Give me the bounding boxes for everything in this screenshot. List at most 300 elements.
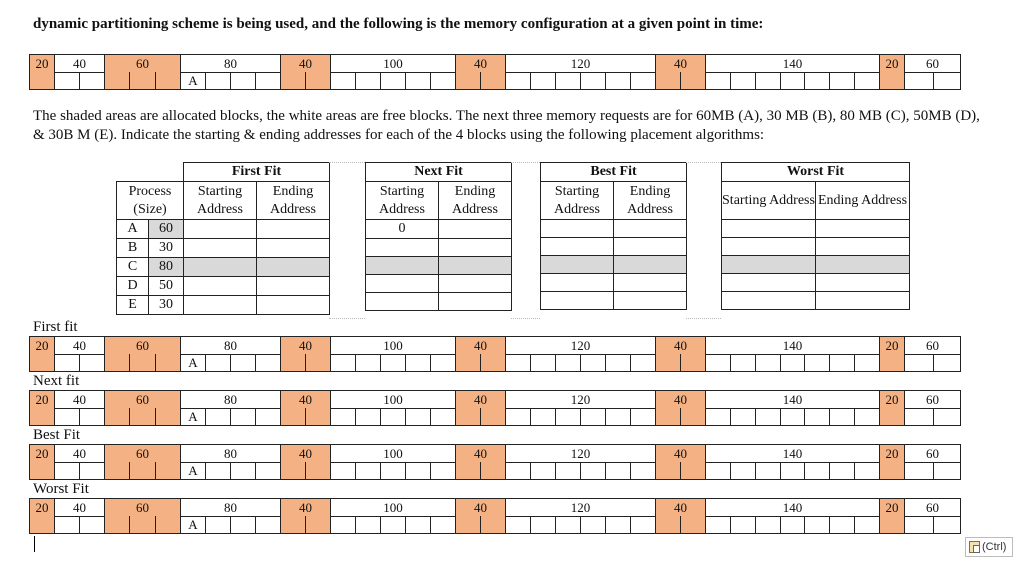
allocated-block: 40	[280, 391, 330, 408]
memory-unit-cell	[655, 72, 680, 89]
memory-unit-cell	[580, 72, 605, 89]
allocated-block: 60	[104, 337, 180, 354]
memory-unit-cell	[530, 72, 555, 89]
memory-unit-cell	[405, 408, 430, 425]
process-marker: A	[180, 354, 205, 371]
table-gridline	[329, 162, 365, 163]
best-fit-table	[540, 162, 687, 310]
memory-unit-cell	[155, 408, 180, 425]
memory-unit-cell	[680, 72, 705, 89]
memory-unit-cell	[54, 354, 79, 371]
best-fit-title: Best Fit	[541, 163, 687, 182]
free-block: 100	[330, 337, 455, 354]
memory-unit-cell	[854, 354, 879, 371]
memory-unit-cell	[455, 462, 480, 479]
memory-unit-cell	[780, 354, 805, 371]
memory-unit-cell	[605, 516, 630, 533]
memory-unit-cell	[29, 408, 54, 425]
memory-unit-cell	[705, 72, 730, 89]
ending-address-cell[interactable]	[439, 239, 512, 257]
memory-unit-cell	[555, 72, 580, 89]
memory-unit-cell	[555, 408, 580, 425]
memory-unit-cell	[505, 72, 530, 89]
memory-unit-cell	[305, 72, 330, 89]
memory-unit-cell	[79, 462, 104, 479]
starting-address-cell[interactable]	[366, 275, 439, 293]
memory-unit-cell	[730, 354, 755, 371]
free-block: 40	[54, 445, 104, 462]
ending-address-cell[interactable]	[257, 258, 330, 277]
memory-unit-cell	[904, 516, 933, 533]
allocated-block: 20	[879, 499, 904, 516]
memory-unit-cell	[730, 72, 755, 89]
memory-unit-cell	[530, 462, 555, 479]
memory-unit-cell	[580, 462, 605, 479]
memory-unit-cell	[330, 462, 355, 479]
ending-address-header: Ending Address	[816, 182, 910, 220]
memory-unit-cell	[305, 516, 330, 533]
memory-unit-cell	[655, 408, 680, 425]
starting-address-header: Starting Address	[366, 182, 439, 220]
worst-fit-title: Worst Fit	[722, 163, 910, 182]
ending-address-cell[interactable]	[816, 292, 910, 310]
memory-unit-cell	[280, 354, 305, 371]
ending-address-cell[interactable]	[816, 274, 910, 292]
starting-address-cell[interactable]	[184, 258, 257, 277]
free-block: 80	[180, 445, 280, 462]
starting-address-cell[interactable]	[184, 239, 257, 258]
allocated-block: 40	[280, 337, 330, 354]
process-size-header: Process (Size)	[117, 182, 184, 220]
memory-unit-cell	[904, 72, 933, 89]
ending-address-cell[interactable]	[257, 220, 330, 239]
memory-unit-cell	[330, 354, 355, 371]
memory-unit-cell	[155, 462, 180, 479]
memory-unit-cell	[829, 354, 854, 371]
starting-address-cell[interactable]	[541, 274, 614, 292]
memory-unit-cell	[455, 408, 480, 425]
allocated-block: 60	[104, 391, 180, 408]
memory-unit-cell	[255, 354, 280, 371]
memory-unit-cell	[730, 408, 755, 425]
allocated-block: 40	[655, 445, 705, 462]
allocated-block: 40	[280, 55, 330, 72]
memory-unit-cell	[104, 462, 129, 479]
free-block: 100	[330, 499, 455, 516]
memory-unit-cell	[755, 72, 780, 89]
memory-unit-cell	[129, 408, 154, 425]
memory-unit-cell	[854, 516, 879, 533]
memory-unit-cell	[29, 354, 54, 371]
memory-unit-cell	[605, 354, 630, 371]
allocated-block: 20	[29, 499, 54, 516]
memory-segment-row	[29, 336, 961, 355]
memory-segment-row	[29, 444, 961, 463]
memory-unit-cell	[530, 354, 555, 371]
first-fit-memory-strip	[29, 336, 961, 372]
process-name: E	[117, 296, 149, 315]
ending-address-cell[interactable]	[614, 256, 687, 274]
memory-unit-cell	[280, 408, 305, 425]
allocated-block: 40	[455, 445, 505, 462]
memory-unit-cell	[380, 72, 405, 89]
memory-unit-cell	[804, 408, 829, 425]
free-block: 80	[180, 55, 280, 72]
table-gridline	[686, 318, 721, 319]
memory-unit-cell	[430, 354, 455, 371]
starting-address-cell[interactable]	[366, 293, 439, 311]
free-block: 60	[904, 337, 961, 354]
paste-options-button[interactable]	[965, 537, 1013, 557]
memory-unit-cell	[255, 72, 280, 89]
starting-address-cell[interactable]	[722, 220, 816, 238]
free-block: 120	[505, 337, 655, 354]
memory-unit-cell	[904, 408, 933, 425]
allocated-block: 40	[655, 391, 705, 408]
memory-unit-cell	[755, 516, 780, 533]
starting-address-cell[interactable]	[722, 292, 816, 310]
ending-address-cell[interactable]	[439, 220, 512, 239]
free-block: 60	[904, 55, 961, 72]
process-size: 30	[149, 239, 184, 258]
process-marker: A	[180, 408, 205, 425]
memory-unit-cell	[205, 354, 230, 371]
memory-unit-cell	[280, 72, 305, 89]
memory-unit-cell	[480, 516, 505, 533]
process-name: D	[117, 277, 149, 296]
starting-address-cell[interactable]	[722, 238, 816, 256]
starting-address-cell[interactable]	[366, 257, 439, 275]
memory-unit-cell	[530, 408, 555, 425]
next-fit-title: Next Fit	[366, 163, 512, 182]
memory-unit-cell	[780, 408, 805, 425]
memory-unit-cell	[104, 72, 129, 89]
memory-segment-row	[29, 498, 961, 517]
memory-unit-cell	[705, 516, 730, 533]
memory-unit-cell	[630, 354, 655, 371]
allocated-block: 20	[29, 55, 54, 72]
memory-unit-cell	[505, 462, 530, 479]
memory-unit-cell	[505, 516, 530, 533]
memory-segment-row	[29, 54, 961, 73]
memory-unit-cell	[355, 462, 380, 479]
free-block: 100	[330, 55, 455, 72]
free-block: 80	[180, 499, 280, 516]
memory-unit-cell	[480, 354, 505, 371]
free-block: 40	[54, 55, 104, 72]
free-block: 120	[505, 55, 655, 72]
first-fit-title: First Fit	[184, 163, 330, 182]
table-gridline	[329, 318, 365, 319]
memory-unit-cell	[330, 408, 355, 425]
ending-address-header: Ending Address	[257, 182, 330, 220]
memory-unit-cell	[804, 72, 829, 89]
process-size: 80	[149, 258, 184, 277]
process-size: 60	[149, 220, 184, 239]
best-fit-memory-strip	[29, 444, 961, 480]
starting-address-cell[interactable]	[184, 220, 257, 239]
free-block: 80	[180, 391, 280, 408]
free-block: 100	[330, 391, 455, 408]
memory-unit-cell	[405, 354, 430, 371]
allocated-block: 20	[29, 445, 54, 462]
ending-address-cell[interactable]	[439, 293, 512, 311]
memory-unit-cell	[933, 462, 962, 479]
memory-unit-row	[29, 462, 961, 480]
allocated-block: 40	[455, 391, 505, 408]
memory-unit-cell	[879, 462, 904, 479]
ending-address-cell[interactable]	[614, 274, 687, 292]
problem-description: The shaded areas are allocated blocks, the white areas are free blocks. The next three memory requests are for 60MB (A), 30 MB (B), 80 MB (C), 50MB (D), & 30B M (E). Indicate the starting & ending addresses for each of the 4 blocks using the following placement algorithms:	[33, 108, 980, 143]
starting-address-cell[interactable]	[541, 256, 614, 274]
memory-unit-cell	[155, 72, 180, 89]
memory-unit-cell	[705, 462, 730, 479]
text-cursor	[34, 536, 35, 552]
memory-unit-cell	[380, 408, 405, 425]
memory-unit-cell	[879, 354, 904, 371]
ending-address-cell[interactable]	[614, 238, 687, 256]
free-block: 80	[180, 337, 280, 354]
starting-address-header: Starting Address	[184, 182, 257, 220]
allocated-block: 40	[655, 55, 705, 72]
memory-unit-cell	[804, 354, 829, 371]
memory-unit-cell	[305, 462, 330, 479]
memory-unit-cell	[129, 72, 154, 89]
memory-unit-cell	[280, 462, 305, 479]
memory-unit-cell	[904, 462, 933, 479]
free-block: 40	[54, 337, 104, 354]
starting-address-cell[interactable]	[722, 256, 816, 274]
memory-unit-cell	[29, 516, 54, 533]
memory-unit-cell	[255, 462, 280, 479]
free-block: 120	[505, 499, 655, 516]
free-block: 40	[54, 391, 104, 408]
ending-address-cell[interactable]	[816, 220, 910, 238]
memory-unit-cell	[455, 72, 480, 89]
memory-unit-cell	[54, 516, 79, 533]
memory-unit-cell	[904, 354, 933, 371]
memory-unit-cell	[355, 354, 380, 371]
process-marker: A	[180, 72, 205, 89]
memory-unit-cell	[205, 462, 230, 479]
allocated-block: 40	[280, 499, 330, 516]
memory-unit-cell	[355, 72, 380, 89]
memory-unit-cell	[104, 516, 129, 533]
memory-unit-row	[29, 408, 961, 426]
free-block: 140	[705, 445, 879, 462]
free-block: 60	[904, 445, 961, 462]
memory-unit-cell	[555, 354, 580, 371]
free-block: 140	[705, 391, 879, 408]
memory-unit-cell	[205, 516, 230, 533]
process-name: B	[117, 239, 149, 258]
allocated-block: 20	[879, 337, 904, 354]
memory-unit-cell	[705, 408, 730, 425]
memory-unit-cell	[29, 72, 54, 89]
memory-unit-cell	[829, 408, 854, 425]
memory-unit-cell	[79, 516, 104, 533]
allocated-block: 40	[280, 445, 330, 462]
memory-unit-cell	[380, 516, 405, 533]
starting-address-cell[interactable]	[184, 296, 257, 315]
memory-unit-cell	[330, 516, 355, 533]
memory-unit-cell	[780, 516, 805, 533]
free-block: 100	[330, 445, 455, 462]
memory-unit-cell	[580, 516, 605, 533]
ending-address-cell[interactable]	[816, 256, 910, 274]
memory-unit-cell	[54, 72, 79, 89]
next-fit-label: Next fit	[33, 373, 80, 389]
allocated-block: 20	[29, 391, 54, 408]
memory-unit-cell	[680, 462, 705, 479]
memory-unit-cell	[205, 408, 230, 425]
ending-address-cell[interactable]	[816, 238, 910, 256]
memory-unit-cell	[230, 462, 255, 479]
memory-unit-cell	[655, 462, 680, 479]
free-block: 120	[505, 445, 655, 462]
memory-unit-cell	[630, 72, 655, 89]
free-block: 140	[705, 499, 879, 516]
allocated-block: 40	[655, 337, 705, 354]
free-block: 140	[705, 337, 879, 354]
memory-unit-cell	[530, 516, 555, 533]
worst-fit-memory-strip	[29, 498, 961, 534]
memory-unit-cell	[680, 354, 705, 371]
ending-address-cell[interactable]	[439, 257, 512, 275]
memory-unit-cell	[230, 354, 255, 371]
allocated-block: 40	[655, 499, 705, 516]
memory-unit-cell	[933, 516, 962, 533]
memory-unit-cell	[380, 462, 405, 479]
table-gridline	[511, 318, 540, 319]
memory-unit-cell	[933, 408, 962, 425]
memory-unit-cell	[854, 72, 879, 89]
memory-unit-cell	[355, 516, 380, 533]
process-size: 50	[149, 277, 184, 296]
memory-unit-cell	[430, 72, 455, 89]
memory-unit-cell	[205, 72, 230, 89]
memory-unit-cell	[255, 516, 280, 533]
memory-unit-cell	[680, 408, 705, 425]
free-block: 140	[705, 55, 879, 72]
memory-unit-cell	[879, 72, 904, 89]
next-fit-memory-strip	[29, 390, 961, 426]
memory-unit-cell	[230, 408, 255, 425]
allocated-block: 40	[455, 55, 505, 72]
memory-unit-cell	[730, 516, 755, 533]
memory-unit-cell	[829, 72, 854, 89]
memory-unit-cell	[480, 462, 505, 479]
ending-address-header: Ending Address	[439, 182, 512, 220]
first-fit-label: First fit	[33, 319, 78, 335]
table-gridline	[511, 162, 540, 163]
memory-unit-cell	[829, 516, 854, 533]
ending-address-header: Ending Address	[614, 182, 687, 220]
memory-unit-cell	[380, 354, 405, 371]
allocated-block: 20	[879, 55, 904, 72]
memory-unit-cell	[580, 354, 605, 371]
allocated-block: 60	[104, 55, 180, 72]
process-name: C	[117, 258, 149, 277]
memory-unit-cell	[755, 462, 780, 479]
starting-address-cell[interactable]	[184, 277, 257, 296]
ending-address-cell[interactable]	[614, 220, 687, 238]
starting-address-cell[interactable]: 0	[366, 220, 439, 239]
memory-unit-cell	[480, 408, 505, 425]
memory-unit-cell	[79, 354, 104, 371]
memory-unit-cell	[555, 462, 580, 479]
best-fit-label: Best Fit	[33, 427, 81, 443]
memory-unit-cell	[104, 354, 129, 371]
memory-unit-cell	[933, 72, 962, 89]
starting-address-cell[interactable]	[722, 274, 816, 292]
memory-unit-cell	[854, 462, 879, 479]
table-gridline	[686, 162, 721, 163]
memory-segment-row	[29, 390, 961, 409]
allocated-block: 40	[455, 337, 505, 354]
starting-address-cell[interactable]	[541, 220, 614, 238]
memory-unit-cell	[155, 354, 180, 371]
allocated-block: 20	[29, 337, 54, 354]
memory-unit-cell	[755, 408, 780, 425]
paste-options-label: (Ctrl)	[982, 541, 1007, 553]
memory-unit-cell	[405, 462, 430, 479]
allocated-block: 20	[879, 445, 904, 462]
worst-fit-table	[721, 162, 910, 310]
memory-unit-cell	[305, 354, 330, 371]
memory-unit-cell	[755, 354, 780, 371]
starting-address-cell[interactable]	[541, 238, 614, 256]
memory-unit-cell	[655, 354, 680, 371]
ending-address-cell[interactable]	[257, 277, 330, 296]
memory-unit-cell	[280, 516, 305, 533]
ending-address-cell[interactable]	[257, 239, 330, 258]
memory-unit-cell	[330, 72, 355, 89]
free-block: 40	[54, 499, 104, 516]
free-block: 60	[904, 391, 961, 408]
memory-unit-cell	[829, 462, 854, 479]
memory-unit-row	[29, 516, 961, 534]
memory-unit-cell	[430, 516, 455, 533]
memory-unit-cell	[255, 408, 280, 425]
memory-unit-cell	[54, 462, 79, 479]
memory-unit-cell	[405, 516, 430, 533]
memory-unit-cell	[630, 516, 655, 533]
allocated-block: 40	[455, 499, 505, 516]
memory-unit-cell	[79, 72, 104, 89]
ending-address-cell[interactable]	[439, 275, 512, 293]
ending-address-cell[interactable]	[257, 296, 330, 315]
memory-unit-cell	[680, 516, 705, 533]
memory-unit-cell	[804, 462, 829, 479]
memory-unit-cell	[455, 354, 480, 371]
memory-unit-cell	[355, 408, 380, 425]
starting-address-header: Starting Address	[541, 182, 614, 220]
memory-unit-cell	[54, 408, 79, 425]
allocated-block: 20	[879, 391, 904, 408]
starting-address-cell[interactable]	[366, 239, 439, 257]
memory-unit-cell	[555, 516, 580, 533]
ending-address-cell[interactable]	[614, 292, 687, 310]
allocated-block: 60	[104, 499, 180, 516]
memory-unit-row	[29, 354, 961, 372]
first-fit-table	[116, 162, 330, 315]
memory-unit-cell	[605, 72, 630, 89]
memory-unit-cell	[580, 408, 605, 425]
memory-unit-cell	[129, 516, 154, 533]
memory-unit-cell	[129, 354, 154, 371]
starting-address-cell[interactable]	[541, 292, 614, 310]
